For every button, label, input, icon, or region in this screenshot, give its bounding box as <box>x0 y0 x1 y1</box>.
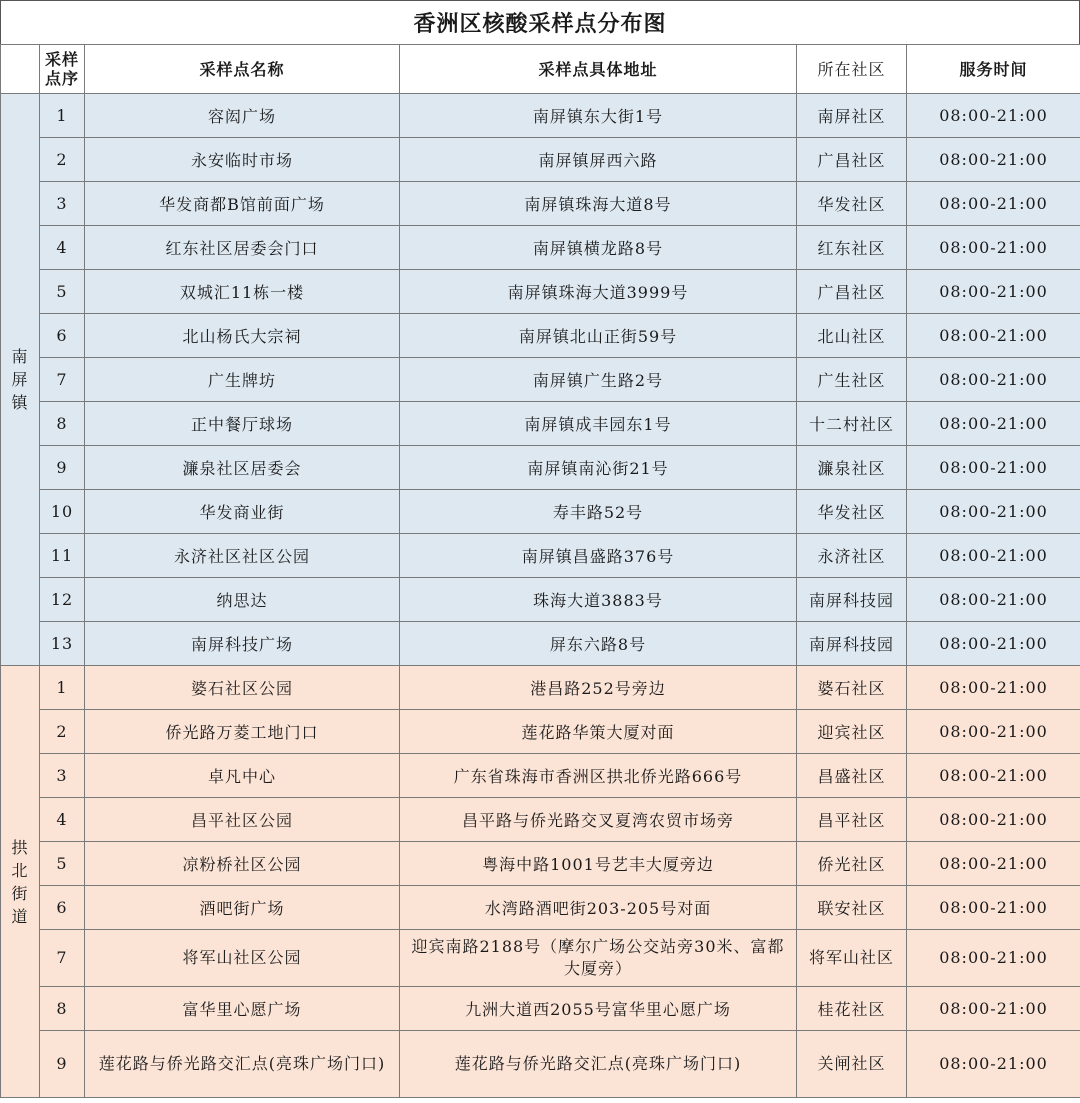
name-cell: 红东社区居委会门口 <box>85 226 400 270</box>
seq-cell: 8 <box>40 402 85 446</box>
address-cell: 南屏镇珠海大道8号 <box>400 182 797 226</box>
name-cell: 凉粉桥社区公园 <box>85 842 400 886</box>
address-cell: 珠海大道3883号 <box>400 578 797 622</box>
name-cell: 莲花路与侨光路交汇点(亮珠广场门口) <box>85 1031 400 1098</box>
header-name: 采样点名称 <box>85 45 400 94</box>
hours-cell: 08:00-21:00 <box>907 578 1080 622</box>
seq-cell: 7 <box>40 930 85 987</box>
seq-cell: 12 <box>40 578 85 622</box>
address-cell: 粤海中路1001号艺丰大厦旁边 <box>400 842 797 886</box>
name-cell: 濂泉社区居委会 <box>85 446 400 490</box>
address-cell: 水湾路酒吧街203-205号对面 <box>400 886 797 930</box>
hours-cell: 08:00-21:00 <box>907 314 1080 358</box>
address-cell: 南屏镇成丰园东1号 <box>400 402 797 446</box>
header-community: 所在社区 <box>797 45 907 94</box>
seq-cell: 5 <box>40 842 85 886</box>
community-cell: 昌平社区 <box>797 798 907 842</box>
community-cell: 广昌社区 <box>797 270 907 314</box>
hours-cell: 08:00-21:00 <box>907 534 1080 578</box>
hours-cell: 08:00-21:00 <box>907 490 1080 534</box>
community-cell: 将军山社区 <box>797 930 907 987</box>
name-cell: 侨光路万菱工地门口 <box>85 710 400 754</box>
hours-cell: 08:00-21:00 <box>907 358 1080 402</box>
town-label: 拱北街道 <box>11 837 29 926</box>
community-cell: 华发社区 <box>797 182 907 226</box>
header-address: 采样点具体地址 <box>400 45 797 94</box>
table-row <box>1 226 1080 270</box>
hours-cell: 08:00-21:00 <box>907 754 1080 798</box>
hours-cell: 08:00-21:00 <box>907 842 1080 886</box>
name-cell: 华发商业街 <box>85 490 400 534</box>
name-cell: 将军山社区公园 <box>85 930 400 987</box>
hours-cell: 08:00-21:00 <box>907 930 1080 987</box>
address-cell: 港昌路252号旁边 <box>400 666 797 710</box>
hours-cell: 08:00-21:00 <box>907 402 1080 446</box>
community-cell: 桂花社区 <box>797 987 907 1031</box>
seq-cell: 9 <box>40 446 85 490</box>
community-cell: 广昌社区 <box>797 138 907 182</box>
table-row <box>1 886 1080 930</box>
town-cell <box>1 666 40 1098</box>
hours-cell: 08:00-21:00 <box>907 446 1080 490</box>
address-cell: 莲花路华策大厦对面 <box>400 710 797 754</box>
name-cell: 南屏科技广场 <box>85 622 400 666</box>
community-cell: 北山社区 <box>797 314 907 358</box>
address-cell: 迎宾南路2188号（摩尔广场公交站旁30米、富都大厦旁） <box>400 930 797 987</box>
community-cell: 广生社区 <box>797 358 907 402</box>
seq-cell: 1 <box>40 94 85 138</box>
table-row <box>1 710 1080 754</box>
seq-cell: 7 <box>40 358 85 402</box>
table-row <box>1 358 1080 402</box>
community-cell: 红东社区 <box>797 226 907 270</box>
sheet-title: 香洲区核酸采样点分布图 <box>0 0 1080 44</box>
table-row <box>1 94 1080 138</box>
table-row <box>1 138 1080 182</box>
table-row <box>1 314 1080 358</box>
name-cell: 双城汇11栋一楼 <box>85 270 400 314</box>
header-hours: 服务时间 <box>907 45 1080 94</box>
community-cell: 十二村社区 <box>797 402 907 446</box>
seq-cell: 9 <box>40 1031 85 1098</box>
seq-cell: 8 <box>40 987 85 1031</box>
name-cell: 广生牌坊 <box>85 358 400 402</box>
community-cell: 南屏社区 <box>797 94 907 138</box>
seq-cell: 4 <box>40 226 85 270</box>
table-row <box>1 987 1080 1031</box>
seq-cell: 3 <box>40 182 85 226</box>
hours-cell: 08:00-21:00 <box>907 270 1080 314</box>
hours-cell: 08:00-21:00 <box>907 987 1080 1031</box>
name-cell: 婆石社区公园 <box>85 666 400 710</box>
hours-cell: 08:00-21:00 <box>907 182 1080 226</box>
table-row <box>1 622 1080 666</box>
name-cell: 北山杨氏大宗祠 <box>85 314 400 358</box>
name-cell: 永济社区社区公园 <box>85 534 400 578</box>
community-cell: 濂泉社区 <box>797 446 907 490</box>
hours-cell: 08:00-21:00 <box>907 94 1080 138</box>
seq-cell: 1 <box>40 666 85 710</box>
table-row <box>1 754 1080 798</box>
table-row <box>1 534 1080 578</box>
seq-cell: 11 <box>40 534 85 578</box>
address-cell: 南屏镇东大街1号 <box>400 94 797 138</box>
table-row <box>1 402 1080 446</box>
seq-cell: 6 <box>40 886 85 930</box>
address-cell: 南屏镇横龙路8号 <box>400 226 797 270</box>
name-cell: 酒吧街广场 <box>85 886 400 930</box>
hours-cell: 08:00-21:00 <box>907 226 1080 270</box>
community-cell: 侨光社区 <box>797 842 907 886</box>
table-row <box>1 666 1080 710</box>
header-seq: 采样点序 <box>40 45 85 94</box>
table-body <box>1 94 1080 1098</box>
address-cell: 南屏镇广生路2号 <box>400 358 797 402</box>
name-cell: 华发商都B馆前面广场 <box>85 182 400 226</box>
name-cell: 永安临时市场 <box>85 138 400 182</box>
community-cell: 联安社区 <box>797 886 907 930</box>
hours-cell: 08:00-21:00 <box>907 710 1080 754</box>
hours-cell: 08:00-21:00 <box>907 138 1080 182</box>
header-row <box>1 45 1080 94</box>
seq-cell: 10 <box>40 490 85 534</box>
address-cell: 南屏镇珠海大道3999号 <box>400 270 797 314</box>
community-cell: 华发社区 <box>797 490 907 534</box>
address-cell: 广东省珠海市香洲区拱北侨光路666号 <box>400 754 797 798</box>
seq-cell: 4 <box>40 798 85 842</box>
town-label: 南屏镇 <box>11 347 29 412</box>
seq-cell: 2 <box>40 138 85 182</box>
town-cell <box>1 94 40 666</box>
table-row <box>1 182 1080 226</box>
table-row <box>1 578 1080 622</box>
hours-cell: 08:00-21:00 <box>907 622 1080 666</box>
community-cell: 南屏科技园 <box>797 578 907 622</box>
table-row <box>1 930 1080 987</box>
table-row <box>1 1031 1080 1098</box>
community-cell: 婆石社区 <box>797 666 907 710</box>
hours-cell: 08:00-21:00 <box>907 798 1080 842</box>
table-row <box>1 798 1080 842</box>
community-cell: 迎宾社区 <box>797 710 907 754</box>
address-cell: 屏东六路8号 <box>400 622 797 666</box>
hours-cell: 08:00-21:00 <box>907 886 1080 930</box>
name-cell: 正中餐厅球场 <box>85 402 400 446</box>
header-town <box>1 45 40 94</box>
table-row <box>1 490 1080 534</box>
address-cell: 南屏镇屏西六路 <box>400 138 797 182</box>
address-cell: 南屏镇北山正街59号 <box>400 314 797 358</box>
name-cell: 昌平社区公园 <box>85 798 400 842</box>
hours-cell: 08:00-21:00 <box>907 666 1080 710</box>
address-cell: 寿丰路52号 <box>400 490 797 534</box>
name-cell: 容闳广场 <box>85 94 400 138</box>
seq-cell: 5 <box>40 270 85 314</box>
table-row <box>1 270 1080 314</box>
name-cell: 纳思达 <box>85 578 400 622</box>
community-cell: 关闸社区 <box>797 1031 907 1098</box>
seq-cell: 13 <box>40 622 85 666</box>
address-cell: 莲花路与侨光路交汇点(亮珠广场门口) <box>400 1031 797 1098</box>
address-cell: 昌平路与侨光路交叉夏湾农贸市场旁 <box>400 798 797 842</box>
seq-cell: 6 <box>40 314 85 358</box>
seq-cell: 3 <box>40 754 85 798</box>
community-cell: 南屏科技园 <box>797 622 907 666</box>
address-cell: 南屏镇南沁街21号 <box>400 446 797 490</box>
address-cell: 南屏镇昌盛路376号 <box>400 534 797 578</box>
community-cell: 永济社区 <box>797 534 907 578</box>
community-cell: 昌盛社区 <box>797 754 907 798</box>
seq-cell: 2 <box>40 710 85 754</box>
sampling-table <box>0 44 1080 1098</box>
name-cell: 富华里心愿广场 <box>85 987 400 1031</box>
table-row <box>1 842 1080 886</box>
address-cell: 九洲大道西2055号富华里心愿广场 <box>400 987 797 1031</box>
name-cell: 卓凡中心 <box>85 754 400 798</box>
table-row <box>1 446 1080 490</box>
hours-cell: 08:00-21:00 <box>907 1031 1080 1098</box>
